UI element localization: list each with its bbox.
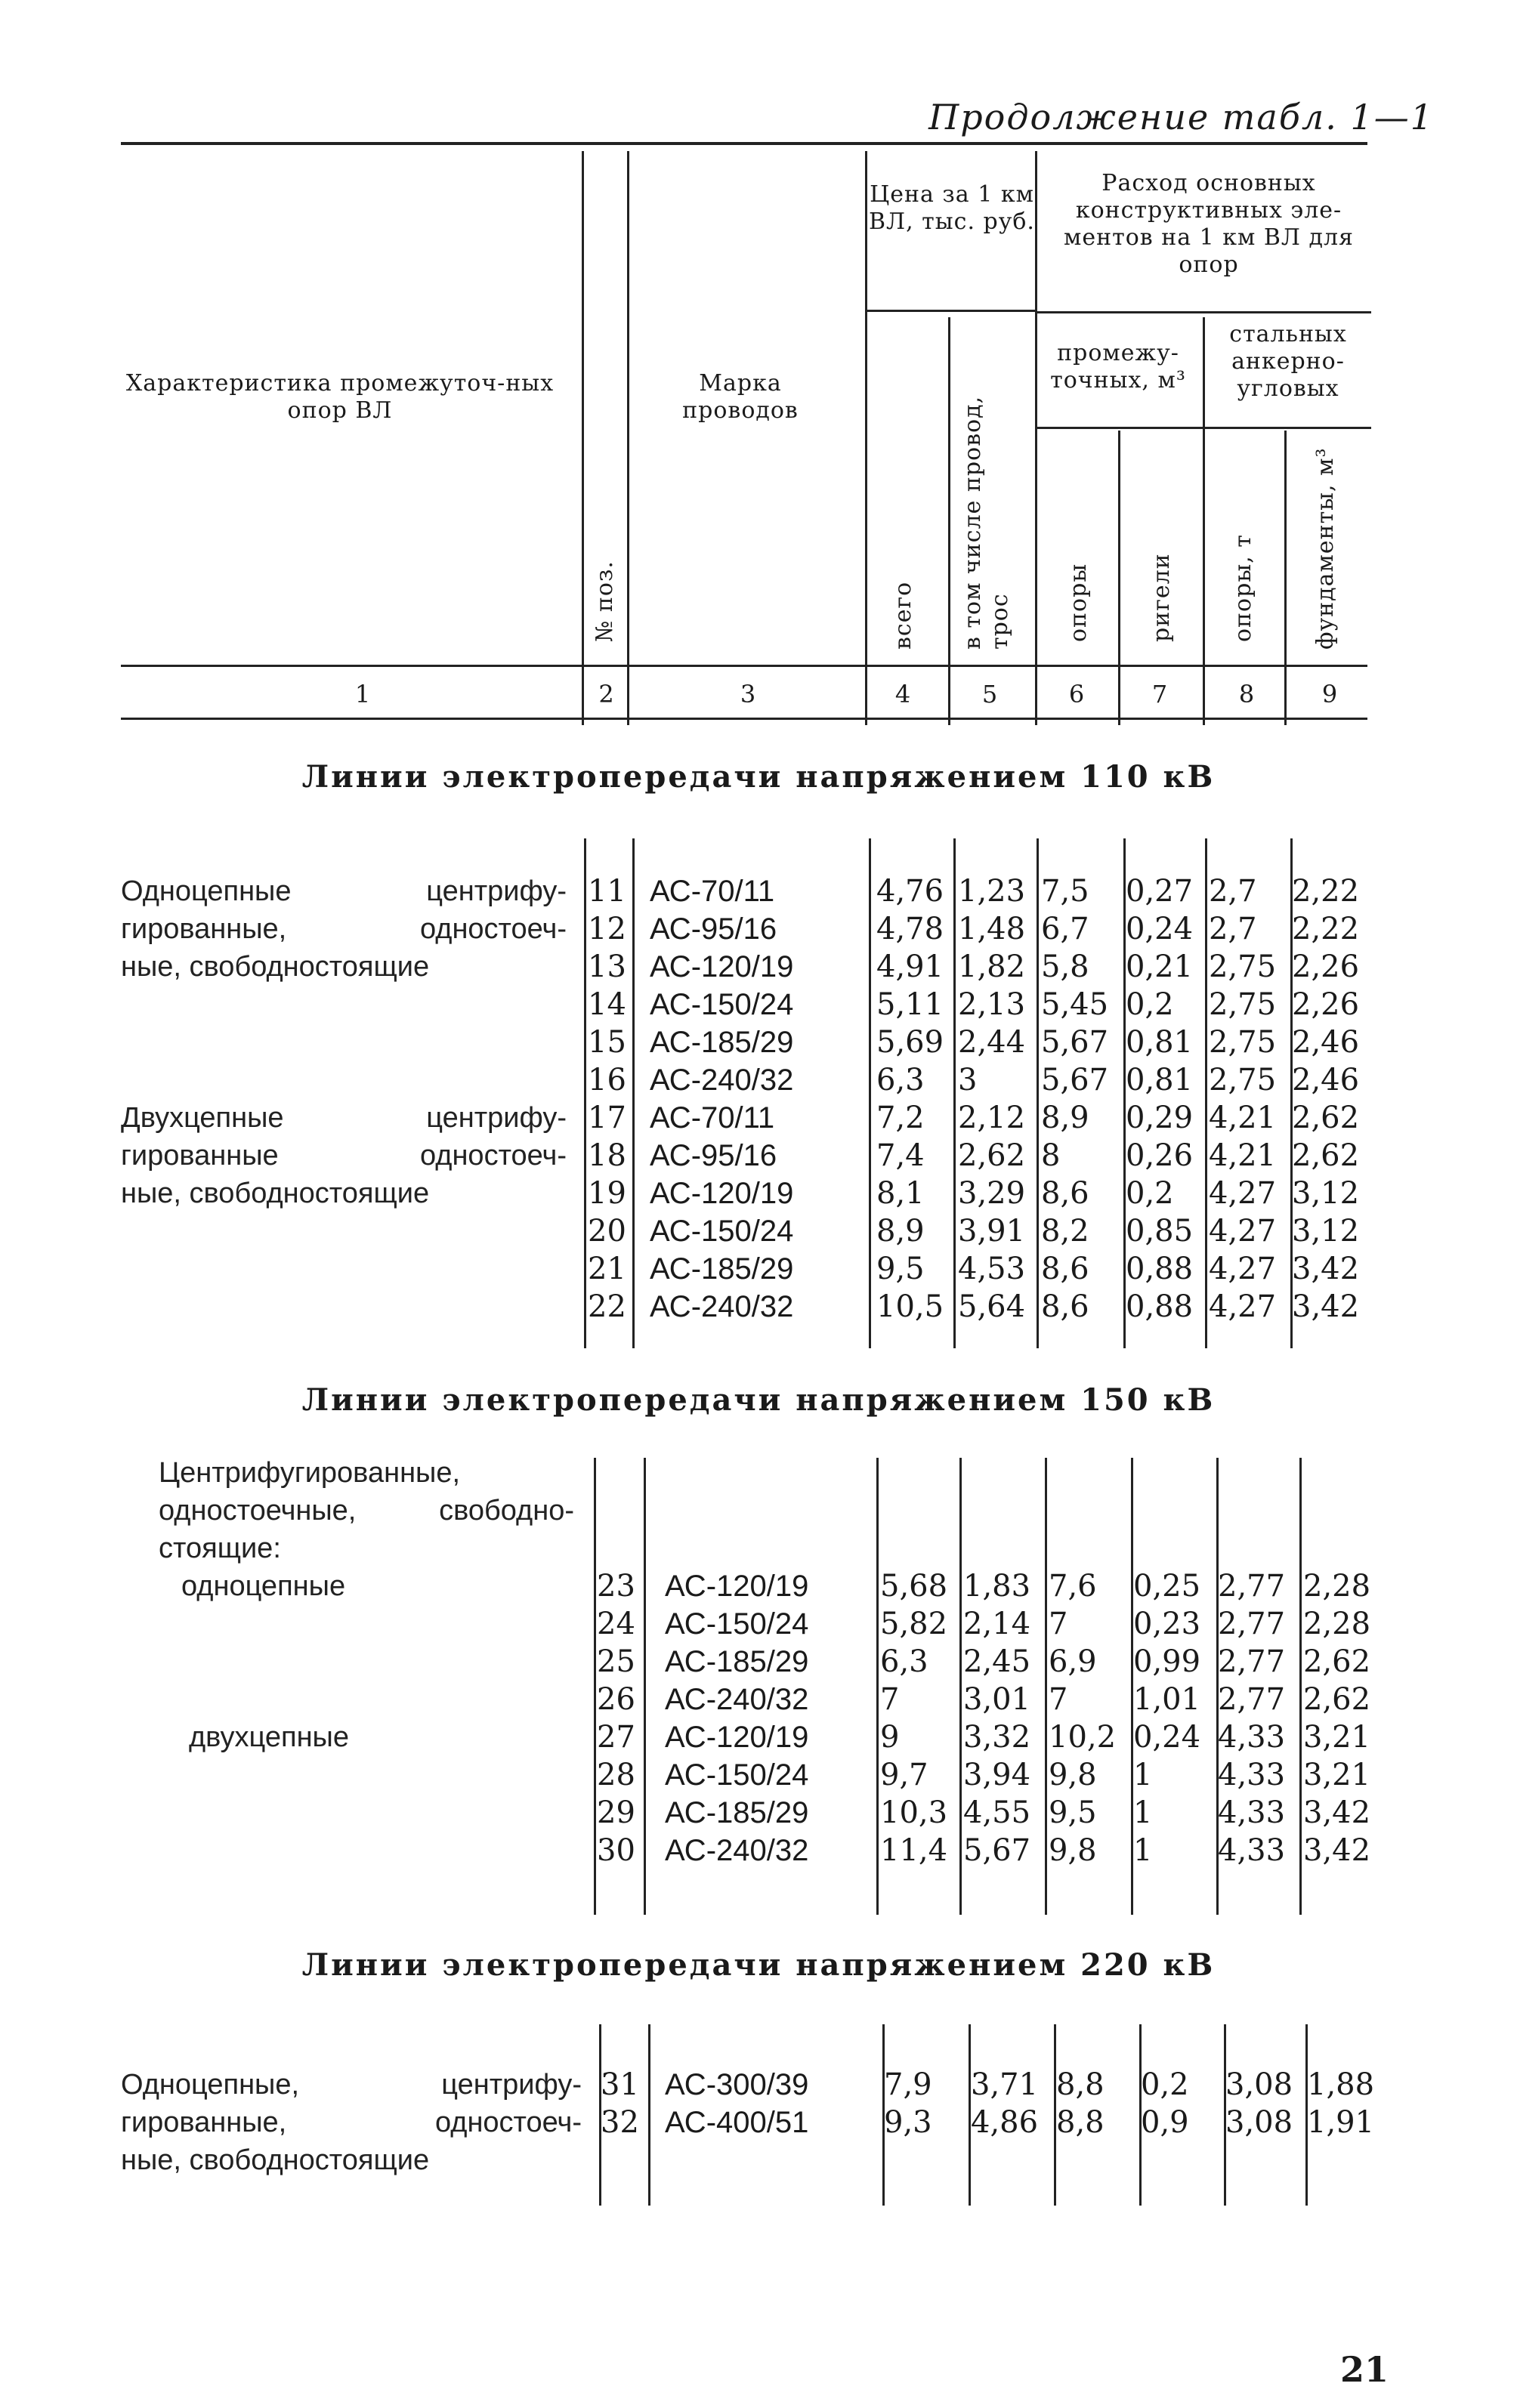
col-number: 4 (894, 680, 911, 709)
cell-pos-no: 12 (588, 912, 626, 946)
header-pos-no: № поз. (592, 560, 618, 642)
cell-crossarms: 0,9 (1141, 2105, 1189, 2140)
cell-wire-brand: АС-240/32 (650, 1290, 794, 1323)
column-rule (1045, 1458, 1047, 1915)
page-number: 21 (1339, 2349, 1389, 2390)
cell-supports-t: 4,33 (1218, 1833, 1286, 1868)
cell-wire-brand: АС-185/29 (650, 1026, 794, 1059)
cell-wire-brand: АС-95/16 (650, 1139, 777, 1172)
cell-price-total: 5,11 (876, 987, 944, 1022)
cell-wire-brand: АС-120/19 (665, 1570, 809, 1603)
cell-crossarms: 0,81 (1126, 1063, 1194, 1097)
column-rule (869, 838, 871, 1348)
cell-supports-t: 4,27 (1209, 1176, 1277, 1211)
cell-pos-no: 26 (597, 1682, 635, 1717)
cell-foundations: 3,21 (1303, 1720, 1371, 1755)
cell-price-incl: 4,55 (963, 1795, 1031, 1830)
cell-supports-t: 4,33 (1218, 1720, 1286, 1755)
cell-crossarms: 0,27 (1126, 874, 1194, 909)
header-intermediate: промежу-точных, м³ (1050, 340, 1186, 394)
cell-wire-brand: АС-185/29 (650, 1252, 794, 1286)
cell-price-incl: 2,44 (958, 1025, 1026, 1060)
top-rule (121, 142, 1367, 145)
cell-wire-brand: АС-120/19 (650, 1177, 794, 1210)
cell-supports-m3: 6,7 (1041, 912, 1089, 946)
cell-price-total: 6,3 (880, 1644, 928, 1679)
column-rule (584, 838, 586, 1348)
cell-supports-t: 2,75 (1209, 1063, 1277, 1097)
cell-pos-no: 28 (597, 1758, 635, 1792)
cell-pos-no: 32 (601, 2105, 639, 2140)
cell-supports-t: 2,77 (1218, 1607, 1286, 1641)
column-rule (1299, 1458, 1302, 1915)
header-crossarms: ригели (1148, 553, 1175, 642)
cell-crossarms: 1,01 (1133, 1682, 1201, 1717)
cell-pos-no: 23 (597, 1569, 635, 1604)
cell-crossarms: 0,88 (1126, 1252, 1194, 1286)
section-150-group-1: Центрифугированные, одностоечные, свободно- стоящие: (159, 1457, 574, 1564)
cell-supports-m3: 5,45 (1041, 987, 1109, 1022)
cell-supports-m3: 5,67 (1041, 1025, 1109, 1060)
cell-wire-brand: АС-240/32 (665, 1834, 809, 1867)
column-rule (644, 1458, 646, 1915)
cell-supports-m3: 8,2 (1041, 1214, 1089, 1249)
cell-price-incl: 3,71 (971, 2067, 1039, 2102)
cell-price-incl: 4,86 (971, 2105, 1039, 2140)
cell-price-total: 10,3 (880, 1795, 948, 1830)
cell-supports-m3: 9,5 (1049, 1795, 1097, 1830)
cell-supports-t: 2,77 (1218, 1644, 1286, 1679)
cell-wire-brand: АС-70/11 (650, 1101, 775, 1135)
cell-foundations: 2,22 (1292, 912, 1360, 946)
cell-foundations: 3,42 (1292, 1289, 1360, 1324)
column-rule (959, 1458, 962, 1915)
header-consumption-group: Расход основных конструктивных эле-ментов на 1 км ВЛ для опор (1064, 170, 1354, 278)
cell-supports-t: 4,27 (1209, 1214, 1277, 1249)
cell-supports-m3: 7,6 (1049, 1569, 1097, 1604)
cell-pos-no: 18 (588, 1138, 626, 1173)
cell-price-total: 9,7 (880, 1758, 928, 1792)
cell-pos-no: 30 (597, 1833, 635, 1868)
cell-wire-brand: АС-120/19 (650, 950, 794, 983)
cell-crossarms: 0,21 (1126, 949, 1194, 984)
cell-price-total: 4,91 (876, 949, 944, 984)
header-wire-brand: Марка проводов (682, 370, 799, 424)
cell-pos-no: 15 (588, 1025, 626, 1060)
cell-price-incl: 3,94 (963, 1758, 1031, 1792)
cell-crossarms: 0,25 (1133, 1569, 1201, 1604)
cell-pos-no: 27 (597, 1720, 635, 1755)
cell-pos-no: 22 (588, 1289, 626, 1324)
cell-wire-brand: АС-150/24 (665, 1758, 809, 1792)
column-rule (1205, 838, 1207, 1348)
section-110-group-2: Двухцепные центрифу- гированные одностоеч- ные, свободностоящие (121, 1102, 567, 1209)
cell-supports-t: 3,08 (1225, 2067, 1293, 2102)
cell-foundations: 3,12 (1292, 1214, 1360, 1249)
cell-pos-no: 13 (588, 949, 626, 984)
cell-foundations: 1,88 (1307, 2067, 1375, 2102)
cell-supports-t: 4,33 (1218, 1795, 1286, 1830)
cell-price-incl: 1,82 (958, 949, 1026, 984)
cell-foundations: 2,28 (1303, 1607, 1371, 1641)
col-number: 5 (981, 680, 998, 709)
col-number: 1 (354, 680, 371, 709)
column-rule (648, 2024, 650, 2206)
cell-crossarms: 0,26 (1126, 1138, 1194, 1173)
cell-foundations: 2,46 (1292, 1025, 1360, 1060)
cell-supports-t: 2,77 (1218, 1569, 1286, 1604)
cell-foundations: 2,26 (1292, 987, 1360, 1022)
cell-foundations: 2,62 (1303, 1644, 1371, 1679)
cell-supports-t: 2,75 (1209, 949, 1277, 984)
cell-price-incl: 3,01 (963, 1682, 1031, 1717)
cell-pos-no: 29 (597, 1795, 635, 1830)
section-220-group-1: Одноцепные, центрифу- гированные, одностоеч- ные, свободностоящие (121, 2069, 582, 2176)
cell-wire-brand: АС-300/39 (665, 2068, 809, 2101)
col-number: 2 (598, 680, 614, 709)
cell-foundations: 3,12 (1292, 1176, 1360, 1211)
cell-price-total: 5,69 (876, 1025, 944, 1060)
cell-crossarms: 1 (1133, 1833, 1153, 1868)
section-title-220kv: Линии электропередачи напряжением 220 кВ (301, 1947, 1216, 1983)
cell-price-incl: 5,64 (958, 1289, 1026, 1324)
cell-supports-m3: 8 (1041, 1138, 1061, 1173)
cell-pos-no: 25 (597, 1644, 635, 1679)
cell-crossarms: 0,2 (1141, 2067, 1189, 2102)
cell-wire-brand: АС-240/32 (665, 1683, 809, 1716)
cell-crossarms: 0,88 (1126, 1289, 1194, 1324)
cell-crossarms: 0,29 (1126, 1101, 1194, 1135)
cell-supports-t: 2,75 (1209, 987, 1277, 1022)
cell-pos-no: 19 (588, 1176, 626, 1211)
section-title-110kv: Линии электропередачи напряжением 110 кВ (301, 759, 1216, 795)
cell-pos-no: 11 (588, 874, 626, 909)
cell-price-incl: 2,45 (963, 1644, 1031, 1679)
cell-price-total: 6,3 (876, 1063, 925, 1097)
cell-supports-t: 2,77 (1218, 1682, 1286, 1717)
section-150-group-2: одноцепные (181, 1570, 346, 1602)
section-110-group-1: Одноцепные центрифу- гированные, одностоеч- ные, свободностоящие (121, 875, 567, 983)
cell-supports-t: 2,7 (1209, 912, 1257, 946)
cell-pos-no: 17 (588, 1101, 626, 1135)
header-supports-t: опоры, т (1230, 534, 1256, 642)
cell-supports-t: 4,21 (1209, 1101, 1277, 1135)
cell-pos-no: 20 (588, 1214, 626, 1249)
cell-foundations: 1,91 (1307, 2105, 1375, 2140)
cell-crossarms: 0,2 (1126, 1176, 1174, 1211)
cell-wire-brand: АС-400/51 (665, 2106, 809, 2139)
cell-price-incl: 3 (958, 1063, 978, 1097)
cell-supports-m3: 5,8 (1041, 949, 1089, 984)
cell-foundations: 3,42 (1303, 1833, 1371, 1868)
cell-pos-no: 31 (601, 2067, 639, 2102)
cell-crossarms: 0,23 (1133, 1607, 1201, 1641)
cell-supports-m3: 8,8 (1056, 2105, 1105, 2140)
cell-supports-m3: 8,6 (1041, 1289, 1089, 1324)
cell-supports-m3: 8,6 (1041, 1176, 1089, 1211)
cell-crossarms: 0,81 (1126, 1025, 1194, 1060)
cell-supports-t: 4,27 (1209, 1252, 1277, 1286)
cell-price-incl: 1,48 (958, 912, 1026, 946)
section-150-group-3: двухцепные (189, 1721, 350, 1753)
cell-price-total: 8,1 (876, 1176, 925, 1211)
cell-price-incl: 1,23 (958, 874, 1026, 909)
cell-foundations: 3,42 (1303, 1795, 1371, 1830)
cell-supports-m3: 9,8 (1049, 1758, 1097, 1792)
cell-price-total: 9,5 (876, 1252, 925, 1286)
col-number: 9 (1321, 680, 1338, 709)
cell-price-incl: 2,14 (963, 1607, 1031, 1641)
cell-price-total: 9 (880, 1720, 900, 1755)
cell-crossarms: 0,85 (1126, 1214, 1194, 1249)
cell-price-incl: 2,13 (958, 987, 1026, 1022)
col-number: 6 (1068, 680, 1085, 709)
header-price-group: Цена за 1 км ВЛ, тыс. руб. (869, 181, 1035, 235)
column-rule (876, 1458, 879, 1915)
cell-supports-m3: 8,6 (1041, 1252, 1089, 1286)
table-caption: Продолжение табл. 1—1 (928, 97, 1434, 137)
cell-wire-brand: АС-185/29 (665, 1645, 809, 1678)
cell-price-incl: 2,62 (958, 1138, 1026, 1173)
cell-price-total: 5,68 (880, 1569, 948, 1604)
cell-wire-brand: АС-150/24 (650, 1215, 794, 1248)
cell-crossarms: 0,24 (1126, 912, 1194, 946)
cell-crossarms: 1 (1133, 1795, 1153, 1830)
cell-price-total: 5,82 (880, 1607, 948, 1641)
cell-wire-brand: АС-240/32 (650, 1064, 794, 1097)
cell-crossarms: 1 (1133, 1758, 1153, 1792)
cell-foundations: 2,26 (1292, 949, 1360, 984)
column-rule (953, 838, 956, 1348)
col-number: 3 (740, 680, 756, 709)
cell-supports-m3: 6,9 (1049, 1644, 1097, 1679)
cell-supports-t: 4,27 (1209, 1289, 1277, 1324)
cell-price-total: 7 (880, 1682, 900, 1717)
cell-supports-m3: 8,8 (1056, 2067, 1105, 2102)
cell-foundations: 2,62 (1292, 1101, 1360, 1135)
cell-price-incl: 3,91 (958, 1214, 1026, 1249)
cell-pos-no: 24 (597, 1607, 635, 1641)
column-rule (632, 838, 635, 1348)
cell-supports-m3: 9,8 (1049, 1833, 1097, 1868)
header-price-incl: в том числе провод, трос (959, 395, 1013, 650)
column-rule (1037, 838, 1039, 1348)
cell-wire-brand: АС-185/29 (665, 1796, 809, 1829)
cell-supports-m3: 5,67 (1041, 1063, 1109, 1097)
header-characteristic: Характеристика промежуточ-ных опор ВЛ (125, 370, 555, 424)
cell-price-incl: 3,29 (958, 1176, 1026, 1211)
cell-supports-m3: 7 (1049, 1607, 1068, 1641)
cell-price-total: 8,9 (876, 1214, 925, 1249)
cell-foundations: 3,21 (1303, 1758, 1371, 1792)
cell-crossarms: 0,24 (1133, 1720, 1201, 1755)
cell-supports-m3: 8,9 (1041, 1101, 1089, 1135)
cell-price-total: 7,4 (876, 1138, 925, 1173)
cell-supports-t: 4,33 (1218, 1758, 1286, 1792)
cell-wire-brand: АС-120/19 (665, 1721, 809, 1754)
cell-crossarms: 0,99 (1133, 1644, 1201, 1679)
cell-price-incl: 4,53 (958, 1252, 1026, 1286)
cell-price-total: 11,4 (880, 1833, 948, 1868)
cell-price-total: 7,9 (884, 2067, 932, 2102)
cell-supports-t: 2,75 (1209, 1025, 1277, 1060)
header-price-total: всего (890, 581, 916, 650)
cell-price-total: 4,78 (876, 912, 944, 946)
cell-wire-brand: АС-150/24 (650, 988, 794, 1021)
cell-foundations: 2,62 (1292, 1138, 1360, 1173)
cell-foundations: 2,62 (1303, 1682, 1371, 1717)
cell-supports-m3: 10,2 (1049, 1720, 1117, 1755)
cell-price-total: 4,76 (876, 874, 944, 909)
cell-wire-brand: АС-95/16 (650, 912, 777, 946)
cell-supports-t: 2,7 (1209, 874, 1257, 909)
cell-price-total: 10,5 (876, 1289, 944, 1324)
cell-pos-no: 21 (588, 1252, 626, 1286)
cell-pos-no: 14 (588, 987, 626, 1022)
column-rule (594, 1458, 596, 1915)
cell-price-incl: 5,67 (963, 1833, 1031, 1868)
cell-pos-no: 16 (588, 1063, 626, 1097)
cell-foundations: 3,42 (1292, 1252, 1360, 1286)
cell-supports-m3: 7,5 (1041, 874, 1089, 909)
cell-foundations: 2,46 (1292, 1063, 1360, 1097)
cell-crossarms: 0,2 (1126, 987, 1174, 1022)
cell-supports-t: 3,08 (1225, 2105, 1293, 2140)
cell-foundations: 2,28 (1303, 1569, 1371, 1604)
cell-price-incl: 3,32 (963, 1720, 1031, 1755)
cell-wire-brand: АС-70/11 (650, 875, 775, 908)
cell-price-incl: 1,83 (963, 1569, 1031, 1604)
col-number: 7 (1151, 680, 1168, 709)
cell-foundations: 2,22 (1292, 874, 1360, 909)
cell-wire-brand: АС-150/24 (665, 1607, 809, 1641)
header-steel-anchor: стальных анкерно-угловых (1229, 321, 1347, 402)
section-title-150kv: Линии электропередачи напряжением 150 кВ (301, 1382, 1216, 1418)
cell-price-total: 7,2 (876, 1101, 925, 1135)
col-number: 8 (1238, 680, 1255, 709)
cell-supports-t: 4,21 (1209, 1138, 1277, 1173)
cell-price-incl: 2,12 (958, 1101, 1026, 1135)
header-supports-m3: опоры (1065, 563, 1092, 642)
cell-price-total: 9,3 (884, 2105, 932, 2140)
cell-supports-m3: 7 (1049, 1682, 1068, 1717)
header-foundations: фундаменты, м³ (1312, 447, 1339, 650)
